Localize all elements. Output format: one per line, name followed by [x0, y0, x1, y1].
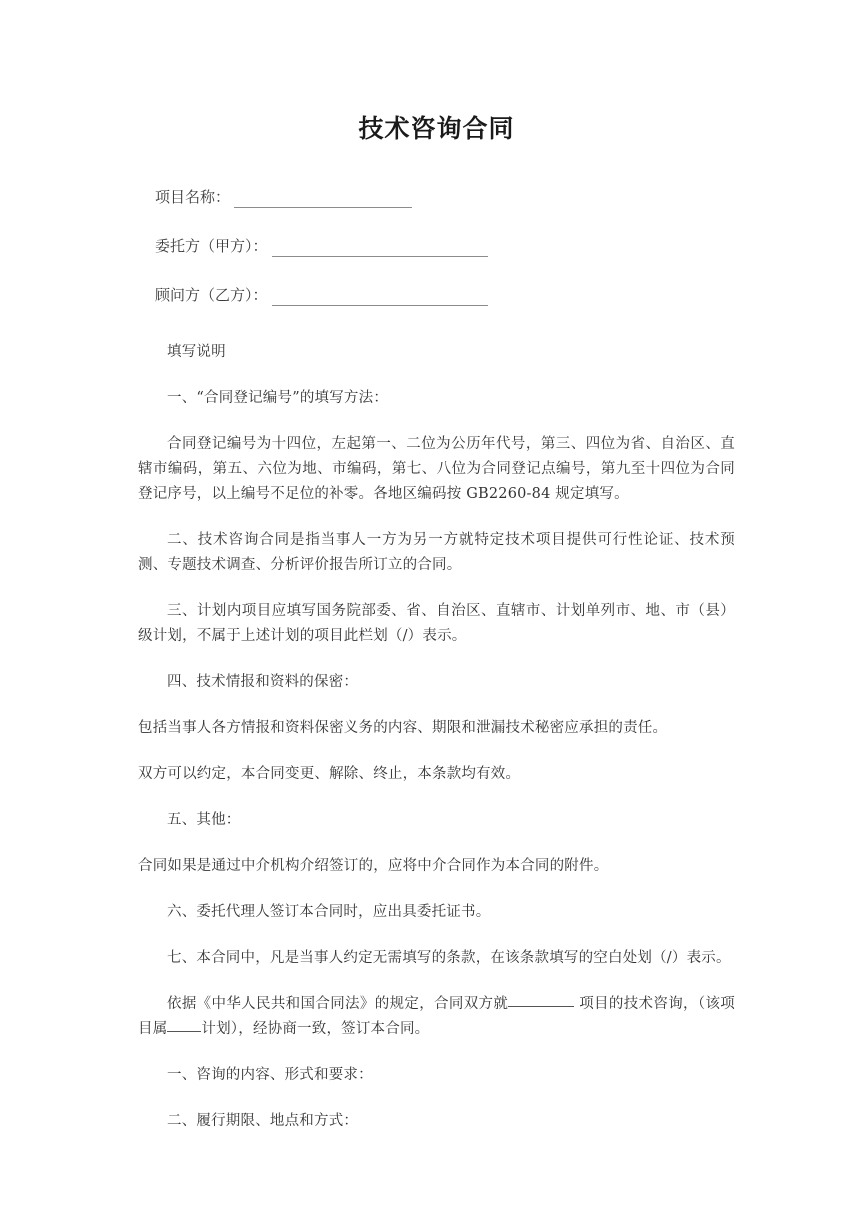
document-content-column: [138, 0, 735, 1134]
paragraph-item-7: 七、本合同中，凡是当事人约定无需填写的条款，在该条款填写的空白处划（/）表示。: [167, 950, 731, 966]
preamble-text-part-3: 计划），经协商一致，签订本合同。: [201, 1021, 430, 1037]
field-label-project-name: 项目名称：: [155, 188, 231, 206]
preamble-text-part-1: 依据《中华人民共和国合同法》的规定，合同双方就: [167, 996, 509, 1012]
paragraph-item-3: 三、计划内项目应填写国务院部委、省、自治区、直辖市、计划单列市、地、市（县）级计划，不属于上述计划的项目此栏划（/）表示。: [138, 603, 735, 644]
preamble-blank-plan-type[interactable]: [167, 1018, 201, 1032]
field-input-project-name[interactable]: [234, 192, 412, 208]
paragraph-item-6: 六、委托代理人签订本合同时，应出具委托证书。: [167, 904, 491, 920]
field-input-client-party-a[interactable]: [272, 241, 488, 257]
paragraph-item-4-body-2: 双方可以约定，本合同变更、解除、终止，本条款均有效。: [138, 766, 521, 782]
clause-2-heading: 二、履行期限、地点和方式：: [167, 1113, 359, 1129]
clause-1-heading: 一、咨询的内容、形式和要求：: [167, 1067, 373, 1083]
paragraph-item-4-heading: 四、技术情报和资料的保密：: [167, 674, 359, 690]
preamble-blank-project-name[interactable]: [508, 993, 574, 1007]
page-title: 技术咨询合同: [358, 114, 515, 143]
field-row-consultant-party-b: [138, 284, 735, 306]
field-row-client-party-a: [138, 235, 735, 257]
field-input-consultant-party-b[interactable]: [272, 290, 488, 306]
field-label-client-party-a: 委托方（甲方）：: [155, 237, 268, 255]
paragraph-item-1-body: 合同登记编号为十四位，左起第一、二位为公历年代号，第三、四位为省、自治区、直辖市编码，第五、六位为地、市编码，第七、八位为合同登记点编号，第九至十四位为合同登记序号，以上编号不足位的补零。各地区编码按 GB2260-84 规定填写。: [138, 436, 735, 502]
paragraph-item-5-heading: 五、其他：: [167, 812, 241, 828]
field-row-project-name: [138, 186, 735, 208]
paragraph-preamble: [138, 992, 735, 1042]
contract-fields: [138, 186, 735, 306]
paragraph-item-2: 二、技术咨询合同是指当事人一方为另一方就特定技术项目提供可行性论证、技术预测、专题技术调查、分析评价报告所订立的合同。: [138, 532, 735, 573]
paragraph-item-5-body: 合同如果是通过中介机构介绍签订的，应将中介合同作为本合同的附件。: [138, 858, 609, 874]
paragraph-item-1-heading: 一、“合同登记编号”的填写方法：: [167, 390, 389, 406]
preamble-text-part-2: 项目的技术咨询，（该项目属: [138, 996, 735, 1037]
instructions-block: [138, 340, 735, 1134]
paragraph-item-4-body-1: 包括当事人各方情报和资料保密义务的内容、期限和泄漏技术秘密应承担的责任。: [138, 720, 668, 736]
section-heading-instructions: 填写说明: [167, 344, 226, 360]
field-label-consultant-party-b: 顾问方（乙方）：: [155, 286, 268, 304]
